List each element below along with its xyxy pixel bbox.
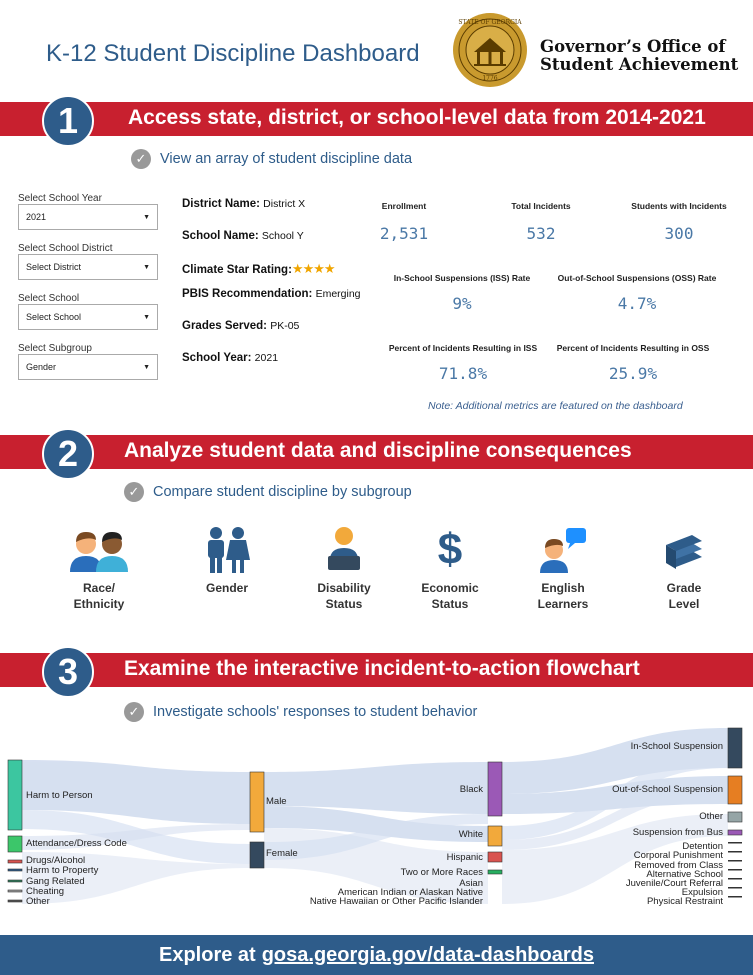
school-district-select[interactable] bbox=[18, 254, 158, 280]
minor-action-node[interactable] bbox=[728, 887, 742, 889]
white-node[interactable] bbox=[488, 826, 502, 846]
people-icon bbox=[49, 524, 149, 576]
black-node[interactable] bbox=[488, 762, 502, 816]
sankey-incident-label: Harm to Property bbox=[26, 865, 99, 876]
sankey-race-label: Black bbox=[459, 784, 483, 795]
minor-action-node[interactable] bbox=[728, 860, 742, 862]
female-node[interactable] bbox=[250, 842, 264, 868]
sankey-incident-label: Gang Related bbox=[26, 876, 85, 887]
sankey-race-label: American Indian or Alaskan Native bbox=[337, 887, 483, 898]
metric-label-pct-iss: Percent of Incidents Resulting in ISS bbox=[388, 343, 538, 353]
grades-value: PK-05 bbox=[270, 320, 300, 332]
chevron-down-icon: ▼ bbox=[143, 313, 150, 321]
chevron-down-icon: ▼ bbox=[143, 213, 150, 221]
section-1-title: Access state, district, or school-level data from 2014-2021 bbox=[128, 106, 706, 129]
school-select[interactable] bbox=[18, 304, 158, 330]
school-year-select[interactable] bbox=[18, 204, 158, 230]
minor-action-node[interactable] bbox=[728, 869, 742, 871]
gang-node[interactable] bbox=[8, 880, 22, 882]
metric-label-pct-oss: Percent of Incidents Resulting in OSS bbox=[556, 343, 710, 353]
sankey-action-label: Alternative School bbox=[646, 869, 723, 880]
subgroup-select[interactable] bbox=[18, 354, 158, 380]
sankey-gender-label: Male bbox=[266, 796, 287, 807]
chevron-down-icon: ▼ bbox=[143, 263, 150, 271]
climate-rating-label: Climate Star Rating: bbox=[182, 264, 292, 276]
org-name-line1: Governor’s Office of bbox=[540, 37, 726, 56]
section-3-subtitle-text: Investigate schools' responses to student behavior bbox=[153, 704, 478, 720]
page-title: K-12 Student Discipline Dashboard bbox=[46, 40, 420, 67]
subgroup-label: Economic Status bbox=[421, 581, 479, 611]
filter-label-school: Select School bbox=[18, 293, 80, 304]
section-2-subtitle-text: Compare student discipline by subgroup bbox=[153, 484, 412, 500]
sankey-incident-label: Drugs/Alcohol bbox=[26, 855, 86, 866]
section-2-title: Analyze student data and discipline consequences bbox=[124, 439, 632, 462]
drugs-node[interactable] bbox=[8, 860, 22, 863]
sankey-action-label: Out-of-School Suspension bbox=[612, 784, 723, 795]
metric-value-oss-rate: 4.7% bbox=[617, 294, 657, 313]
subgroup-race-ethnicity[interactable] bbox=[49, 524, 149, 612]
seal-text: STATE OF GEORGIA bbox=[458, 19, 522, 26]
speech-person-icon bbox=[513, 524, 613, 576]
metric-label-total-incidents: Total Incidents bbox=[511, 201, 571, 211]
sankey-incident-label: Cheating bbox=[26, 886, 65, 897]
minor-action-node[interactable] bbox=[728, 878, 742, 880]
minor-action-node[interactable] bbox=[728, 851, 742, 853]
subgroup-label: Gender bbox=[205, 581, 248, 595]
school-name-label: School Name: bbox=[182, 230, 259, 242]
other-action-node[interactable] bbox=[728, 812, 742, 822]
sankey-action-label: Corporal Punishment bbox=[633, 850, 723, 861]
minor-action-node[interactable] bbox=[728, 896, 742, 898]
subgroup-grade-level[interactable] bbox=[634, 524, 734, 612]
filter-label-district: Select School District bbox=[18, 243, 113, 254]
school-year-value: 2021 bbox=[26, 212, 47, 222]
check-circle-icon: ✓ bbox=[131, 149, 151, 169]
district-name-row bbox=[182, 198, 305, 210]
sankey-action-label: Removed from Class bbox=[634, 860, 723, 871]
grades-row bbox=[182, 320, 299, 332]
subgroup-english-learners[interactable] bbox=[513, 524, 613, 612]
metric-value-enrollment: 2,531 bbox=[379, 224, 429, 243]
sankey-action-label: Detention bbox=[682, 841, 723, 852]
student-desk-icon bbox=[294, 524, 394, 576]
school-value: Select School bbox=[26, 312, 82, 322]
subgroup-label: English Learners bbox=[537, 581, 589, 611]
section-3-subtitle bbox=[124, 702, 477, 722]
cheating-node[interactable] bbox=[8, 890, 22, 892]
seal-year: 1776 bbox=[482, 75, 498, 82]
district-name-label: District Name: bbox=[182, 198, 260, 210]
sankey-race-label: White bbox=[458, 829, 483, 840]
subgroup-label: Race/ Ethnicity bbox=[73, 581, 125, 611]
metrics-note: Note: Additional metrics are featured on the dashboard bbox=[428, 400, 683, 412]
sankey-action-label: Physical Restraint bbox=[646, 896, 723, 907]
footer-banner bbox=[0, 935, 753, 975]
filter-label-subgroup: Select Subgroup bbox=[18, 343, 92, 354]
subgroup-gender[interactable] bbox=[177, 524, 277, 596]
sankey-action-label: In-School Suspension bbox=[630, 741, 723, 752]
pbis-label: PBIS Recommendation: bbox=[182, 288, 313, 300]
harm-to-person-node[interactable] bbox=[8, 760, 22, 830]
pbis-row bbox=[182, 288, 361, 300]
sankey-race-label: Two or More Races bbox=[400, 867, 483, 878]
bus-node[interactable] bbox=[728, 830, 742, 835]
hispanic-node[interactable] bbox=[488, 852, 502, 862]
metric-value-iss-rate: 9% bbox=[452, 294, 472, 313]
dollar-icon: $ bbox=[437, 525, 463, 574]
gender-icon bbox=[177, 524, 277, 576]
flowchart-links bbox=[22, 728, 728, 904]
section-3-title: Examine the interactive incident-to-action flowchart bbox=[124, 657, 640, 680]
sankey-action-label: Juvenile/Court Referral bbox=[625, 878, 723, 889]
minor-action-node[interactable] bbox=[728, 842, 742, 844]
org-name bbox=[540, 38, 738, 74]
subgroup-label: Disability Status bbox=[317, 581, 371, 611]
school-year-row bbox=[182, 352, 278, 364]
section-1-subtitle-text: View an array of student discipline data bbox=[160, 151, 413, 167]
subgroup-value: Gender bbox=[26, 362, 57, 372]
sankey-incident-label: Harm to Person bbox=[26, 790, 93, 801]
georgia-seal-logo bbox=[452, 12, 528, 88]
section-3-number: 3 bbox=[42, 646, 94, 698]
iss-node[interactable] bbox=[728, 728, 742, 768]
check-circle-icon: ✓ bbox=[124, 482, 144, 502]
subgroup-label: Grade Level bbox=[666, 581, 702, 611]
metric-label-oss-rate: Out-of-School Suspensions (OSS) Rate bbox=[557, 273, 717, 283]
filter-label-year: Select School Year bbox=[18, 193, 102, 204]
school-name-value: School Y bbox=[261, 230, 304, 242]
header bbox=[0, 0, 753, 100]
sankey-action-label: Suspension from Bus bbox=[632, 827, 723, 838]
other-incident-node[interactable] bbox=[8, 900, 22, 902]
male-node[interactable] bbox=[250, 772, 264, 832]
metric-label-enrollment: Enrollment bbox=[381, 201, 427, 211]
sankey-action-label: Expulsion bbox=[681, 887, 723, 898]
metric-value-pct-oss: 25.9% bbox=[608, 364, 658, 383]
metric-label-iss-rate: In-School Suspensions (ISS) Rate bbox=[393, 273, 531, 283]
footer-prefix: Explore at bbox=[159, 943, 256, 966]
district-name-value: District X bbox=[263, 198, 306, 210]
footer-link[interactable]: gosa.georgia.gov/data-dashboards bbox=[261, 943, 594, 966]
school-year-info-value: 2021 bbox=[254, 352, 279, 364]
metric-value-pct-iss: 71.8% bbox=[438, 364, 488, 383]
check-circle-icon: ✓ bbox=[124, 702, 144, 722]
section-2-subtitle bbox=[124, 482, 412, 502]
star-rating-icon: ★★★★ bbox=[291, 261, 335, 276]
subgroup-disability-status[interactable] bbox=[294, 524, 394, 612]
section-1-number: 1 bbox=[42, 95, 94, 147]
school-year-label: School Year: bbox=[182, 352, 252, 364]
two-more-node[interactable] bbox=[488, 870, 502, 874]
sankey-race-label: Native Hawaiian or Other Pacific Islander bbox=[309, 896, 483, 907]
climate-rating-row bbox=[182, 261, 335, 277]
section-2-number: 2 bbox=[42, 428, 94, 480]
grades-label: Grades Served: bbox=[182, 320, 268, 332]
sankey-incident-label: Attendance/Dress Code bbox=[26, 838, 127, 849]
oss-node[interactable] bbox=[728, 776, 742, 804]
metric-label-students-with-incidents: Students with Incidents bbox=[631, 201, 727, 211]
section-1-subtitle bbox=[131, 149, 412, 169]
sankey-action-label: Other bbox=[699, 811, 723, 822]
attendance-node[interactable] bbox=[8, 836, 22, 852]
metric-value-total-incidents: 532 bbox=[526, 224, 556, 243]
school-district-value: Select District bbox=[26, 262, 82, 272]
school-name-row bbox=[182, 230, 304, 242]
sankey-incident-label: Other bbox=[26, 896, 50, 907]
metric-value-students-with-incidents: 300 bbox=[664, 224, 694, 243]
chevron-down-icon: ▼ bbox=[143, 363, 150, 371]
subgroup-economic-status[interactable] bbox=[400, 524, 500, 612]
sankey-race-label: Asian bbox=[459, 878, 483, 889]
sankey-race-label: Hispanic bbox=[446, 852, 483, 863]
property-node[interactable] bbox=[8, 869, 22, 871]
org-name-line2: Student Achievement bbox=[540, 55, 739, 74]
books-icon bbox=[634, 524, 734, 576]
sankey-gender-label: Female bbox=[266, 848, 298, 859]
pbis-value: Emerging bbox=[315, 288, 361, 300]
